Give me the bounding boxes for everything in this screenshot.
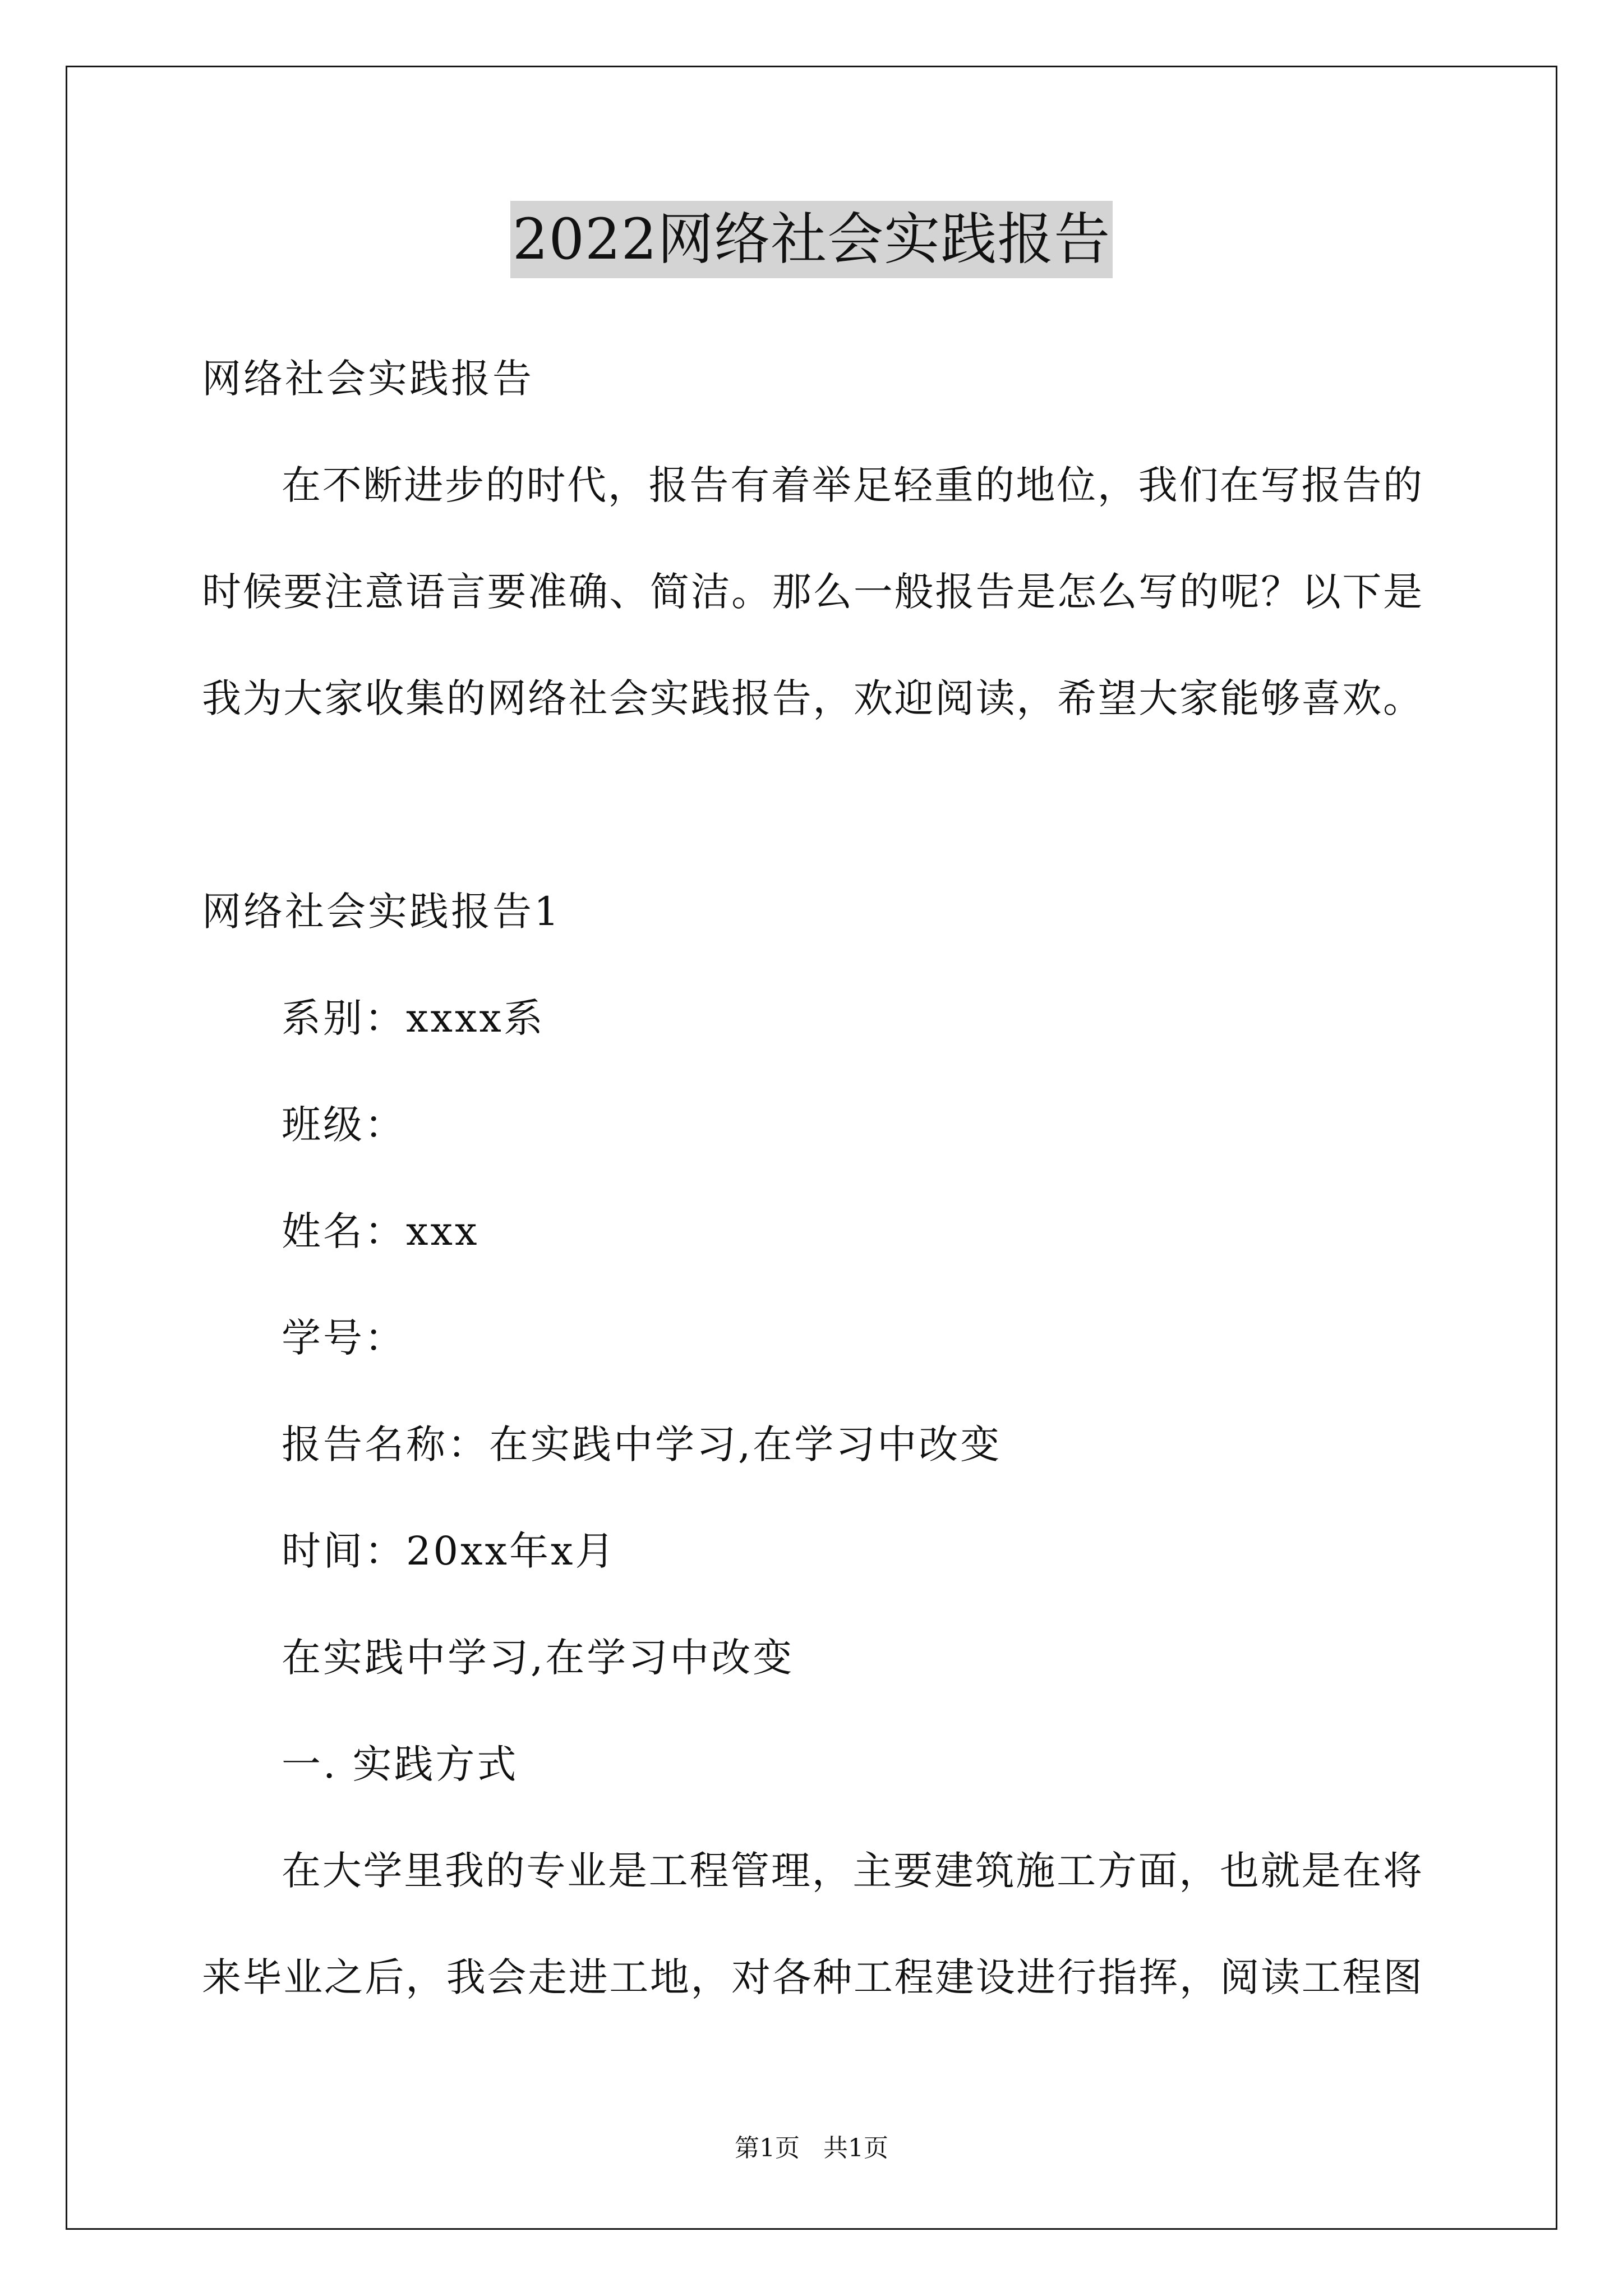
- field-name: 姓名：xxx: [282, 1208, 479, 1254]
- body-line-2: 来毕业之后，我会走进工地，对各种工程建设进行指挥，阅读工程图: [202, 1954, 1422, 2000]
- section-heading: 网络社会实践报告1: [202, 889, 561, 935]
- document-title: 2022网络社会实践报告: [510, 201, 1113, 278]
- intro-line-1: 在不断进步的时代，报告有着举足轻重的地位，我们在写报告的: [282, 462, 1422, 508]
- title-container: [0, 201, 1623, 278]
- field-student-id: 学号：: [282, 1315, 406, 1361]
- page-footer: 第1页 共1页: [735, 2134, 888, 2162]
- report-title: 在实践中学习,在学习中改变: [282, 1635, 795, 1681]
- field-report-name: 报告名称：在实践中学习,在学习中改变: [282, 1421, 1002, 1467]
- intro-line-3: 我为大家收集的网络社会实践报告，欢迎阅读，希望大家能够喜欢。: [202, 675, 1422, 721]
- intro-line-2: 时候要注意语言要准确、简洁。那么一般报告是怎么写的呢？以下是: [202, 569, 1422, 615]
- field-class: 班级：: [282, 1102, 406, 1148]
- body-line-1: 在大学里我的专业是工程管理，主要建筑施工方面，也就是在将: [282, 1848, 1422, 1894]
- part-heading: 一. 实践方式: [282, 1741, 519, 1787]
- document-subtitle: 网络社会实践报告: [202, 356, 534, 402]
- field-time: 时间：20xx年x月: [282, 1528, 617, 1574]
- field-department: 系别：xxxx系: [282, 995, 545, 1041]
